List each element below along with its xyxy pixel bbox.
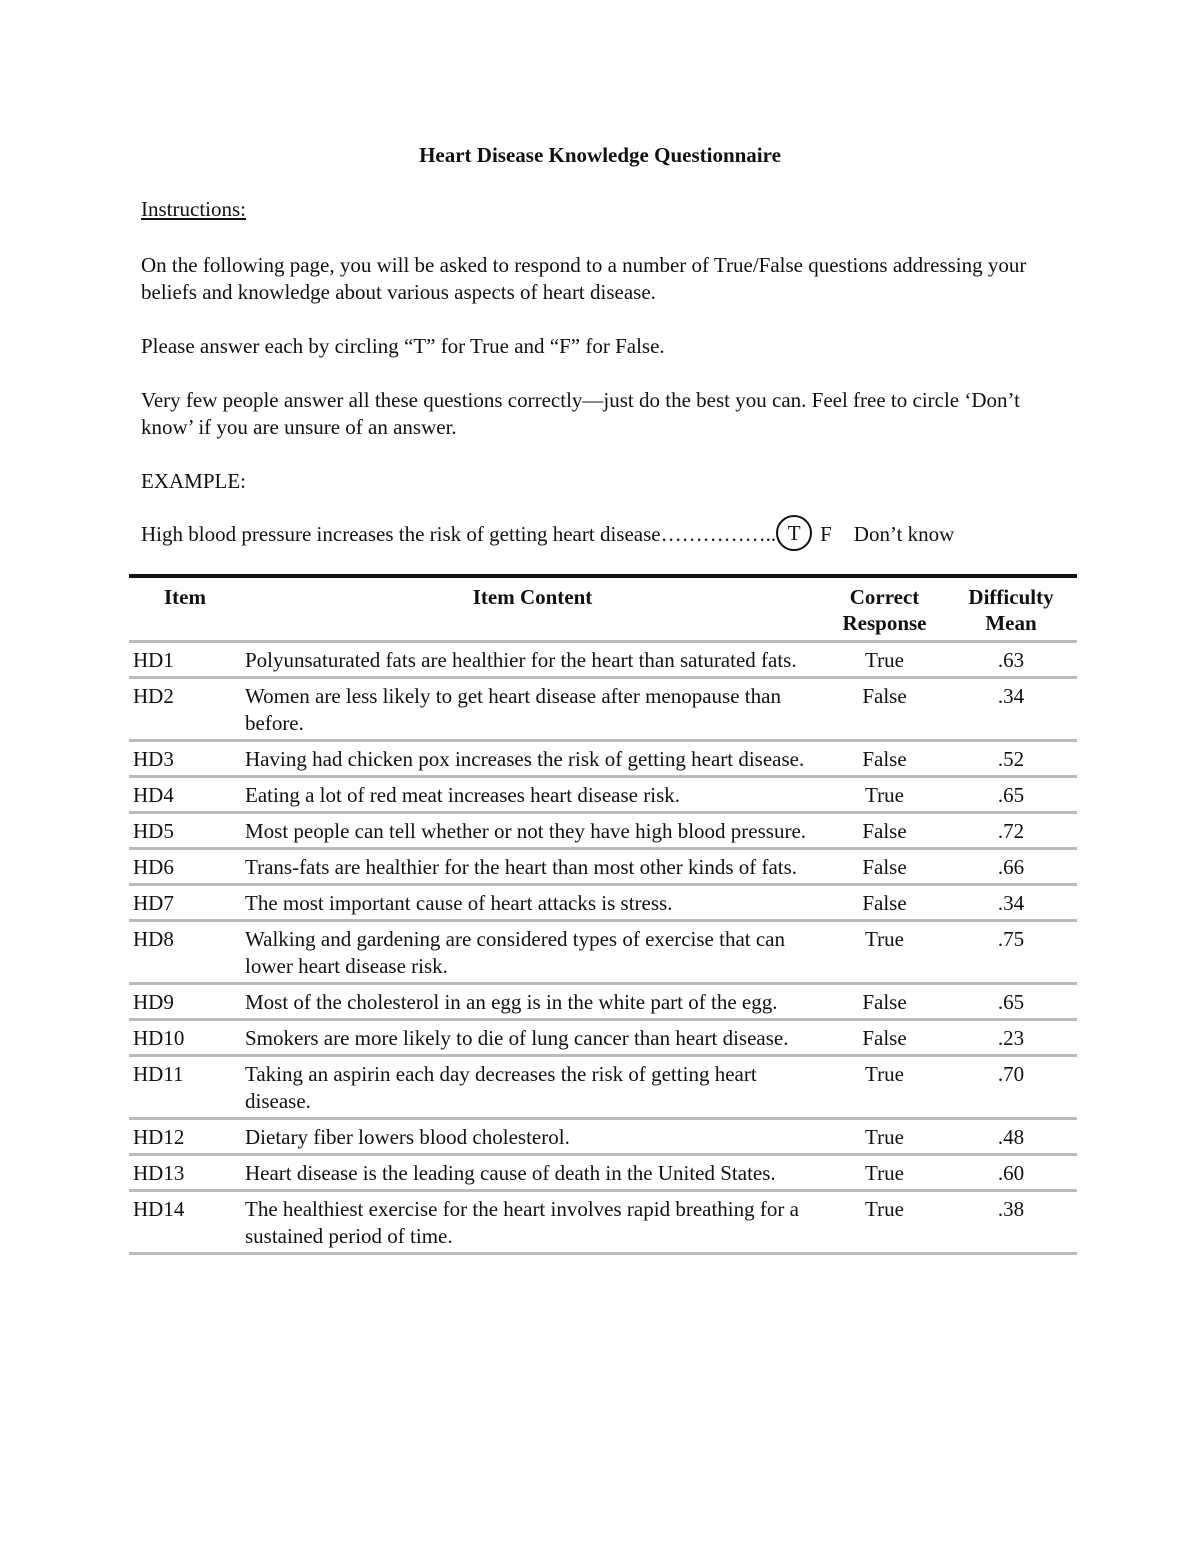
header-difficulty-mean <box>945 576 1077 642</box>
row-difficulty-mean: .72 <box>945 813 1077 849</box>
example-option-true-circled: T <box>776 515 812 551</box>
table-row <box>129 741 1077 777</box>
example-question <box>141 521 1061 551</box>
table-header-row <box>129 576 1077 642</box>
row-item-content: Eating a lot of red meat increases heart disease risk. <box>241 777 824 813</box>
row-correct-response: False <box>824 1020 945 1056</box>
row-difficulty-mean: .38 <box>945 1191 1077 1254</box>
row-correct-response: False <box>824 885 945 921</box>
header-item-content: Item Content <box>241 576 824 642</box>
table-row <box>129 642 1077 678</box>
row-difficulty-mean: .60 <box>945 1155 1077 1191</box>
header-difficulty-mean-label: Difficulty Mean <box>968 585 1054 635</box>
row-correct-response: True <box>824 642 945 678</box>
row-item-id: HD4 <box>129 777 241 813</box>
row-correct-response: False <box>824 678 945 741</box>
row-difficulty-mean: .23 <box>945 1020 1077 1056</box>
header-item: Item <box>129 576 241 642</box>
row-correct-response: True <box>824 1191 945 1254</box>
example-label: EXAMPLE: <box>141 469 246 493</box>
table-row <box>129 678 1077 741</box>
header-correct-response-label: Correct Response <box>842 585 927 635</box>
row-item-content: The most important cause of heart attacks is stress. <box>241 885 824 921</box>
row-difficulty-mean: .52 <box>945 741 1077 777</box>
row-item-content: The healthiest exercise for the heart involves rapid breathing for a sustained period of time. <box>241 1191 824 1254</box>
example-option-dont-know: Don’t know <box>853 522 955 546</box>
table-row <box>129 885 1077 921</box>
row-correct-response: False <box>824 741 945 777</box>
table-row <box>129 1020 1077 1056</box>
row-correct-response: True <box>824 1119 945 1155</box>
row-difficulty-mean: .34 <box>945 885 1077 921</box>
row-item-id: HD14 <box>129 1191 241 1254</box>
header-correct-response <box>824 576 945 642</box>
instructions-paragraph: On the following page, you will be asked to respond to a number of True/False questions addressing your beliefs and knowledge about various aspects of heart disease. <box>141 253 1027 304</box>
row-difficulty-mean: .65 <box>945 777 1077 813</box>
row-difficulty-mean: .63 <box>945 642 1077 678</box>
table-row <box>129 1155 1077 1191</box>
row-item-id: HD1 <box>129 642 241 678</box>
row-difficulty-mean: .75 <box>945 921 1077 984</box>
row-item-content: Having had chicken pox increases the risk of getting heart disease. <box>241 741 824 777</box>
row-difficulty-mean: .34 <box>945 678 1077 741</box>
document-title: Heart Disease Knowledge Questionnaire <box>419 143 781 167</box>
row-item-id: HD8 <box>129 921 241 984</box>
row-item-content: Trans-fats are healthier for the heart than most other kinds of fats. <box>241 849 824 885</box>
row-correct-response: False <box>824 849 945 885</box>
row-item-content: Smokers are more likely to die of lung cancer than heart disease. <box>241 1020 824 1056</box>
row-item-id: HD5 <box>129 813 241 849</box>
row-item-content: Most people can tell whether or not they have high blood pressure. <box>241 813 824 849</box>
row-difficulty-mean: .66 <box>945 849 1077 885</box>
row-item-content: Heart disease is the leading cause of death in the United States. <box>241 1155 824 1191</box>
table-row <box>129 984 1077 1020</box>
table-row <box>129 1056 1077 1119</box>
row-item-content: Women are less likely to get heart disease after menopause than before. <box>241 678 824 741</box>
row-item-id: HD7 <box>129 885 241 921</box>
instructions-label: Instructions: <box>141 197 246 221</box>
instructions-paragraph: Very few people answer all these questions correctly—just do the best you can. Feel free to circle ‘Don’t know’ if you are unsure of an answer. <box>141 388 1020 439</box>
row-item-id: HD3 <box>129 741 241 777</box>
row-item-id: HD12 <box>129 1119 241 1155</box>
table-row <box>129 1119 1077 1155</box>
row-item-id: HD6 <box>129 849 241 885</box>
row-correct-response: False <box>824 813 945 849</box>
row-item-content: Dietary fiber lowers blood cholesterol. <box>241 1119 824 1155</box>
example-option-false: F <box>820 522 832 546</box>
row-item-content: Most of the cholesterol in an egg is in the white part of the egg. <box>241 984 824 1020</box>
row-correct-response: True <box>824 1155 945 1191</box>
table-row <box>129 813 1077 849</box>
row-item-id: HD13 <box>129 1155 241 1191</box>
row-correct-response: True <box>824 1056 945 1119</box>
row-item-id: HD11 <box>129 1056 241 1119</box>
table-row <box>129 921 1077 984</box>
row-item-id: HD2 <box>129 678 241 741</box>
row-difficulty-mean: .65 <box>945 984 1077 1020</box>
table-row <box>129 1191 1077 1254</box>
row-correct-response: True <box>824 921 945 984</box>
row-item-content: Taking an aspirin each day decreases the risk of getting heart disease. <box>241 1056 824 1119</box>
table-row <box>129 849 1077 885</box>
table-row <box>129 777 1077 813</box>
row-item-id: HD9 <box>129 984 241 1020</box>
row-item-content: Polyunsaturated fats are healthier for the heart than saturated fats. <box>241 642 824 678</box>
row-item-id: HD10 <box>129 1020 241 1056</box>
row-difficulty-mean: .70 <box>945 1056 1077 1119</box>
row-difficulty-mean: .48 <box>945 1119 1077 1155</box>
row-item-content: Walking and gardening are considered types of exercise that can lower heart disease risk. <box>241 921 824 984</box>
row-correct-response: True <box>824 777 945 813</box>
row-correct-response: False <box>824 984 945 1020</box>
example-statement: High blood pressure increases the risk of getting heart disease…………….. <box>141 522 777 546</box>
instructions-paragraph: Please answer each by circling “T” for True and “F” for False. <box>141 334 665 358</box>
questionnaire-table <box>129 574 1077 1255</box>
